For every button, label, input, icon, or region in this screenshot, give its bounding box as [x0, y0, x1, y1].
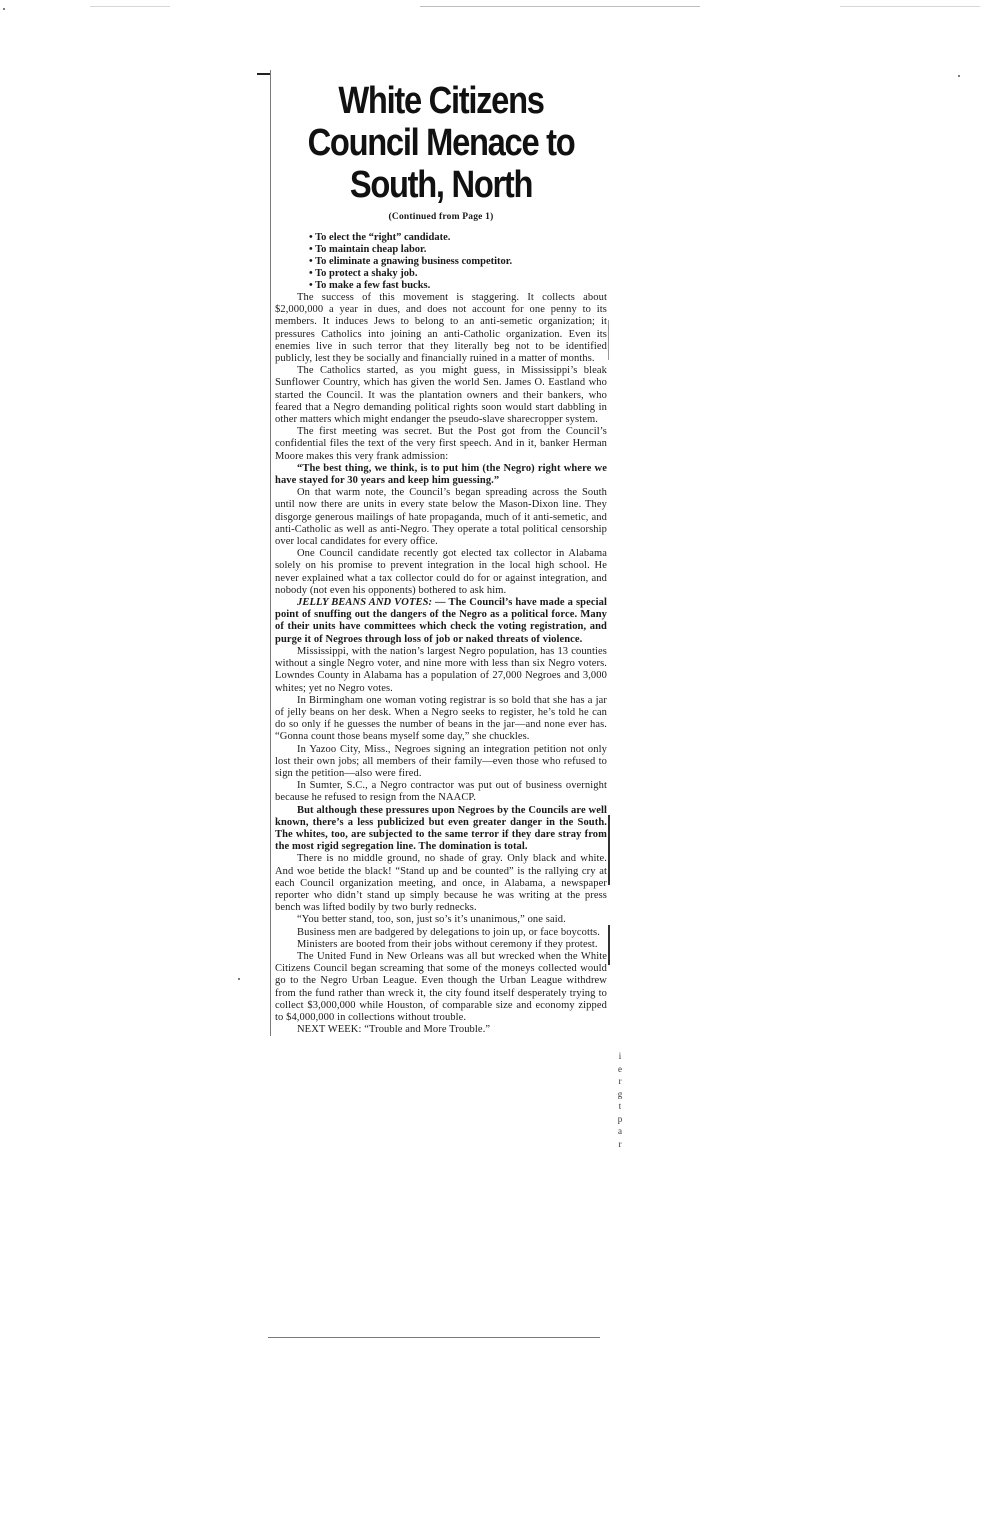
- margin-letter: r: [618, 1138, 622, 1149]
- margin-letter: t: [618, 1101, 622, 1111]
- quote-paragraph: “The best thing, we think, is to put him (the Negro) right where we have stayed for 30 years and keep him guessing.”: [275, 462, 607, 487]
- scan-speck: [238, 978, 240, 980]
- list-item: • To maintain cheap labor.: [309, 244, 607, 256]
- margin-rule: [608, 925, 610, 965]
- margin-letter: i: [618, 1051, 622, 1061]
- scan-edge-rule: [840, 6, 980, 7]
- paragraph: In Sumter, S.C., a Negro contractor was put out of business overnight because he refused to resign from the NAACP.: [275, 780, 607, 804]
- list-item: • To eliminate a gnawing business competitor.: [309, 256, 607, 268]
- article-body: [275, 292, 607, 1036]
- margin-letter: a: [618, 1126, 622, 1136]
- list-item: • To make a few fast bucks.: [309, 280, 607, 292]
- kicker-dash: [257, 73, 271, 75]
- reasons-list: [309, 232, 607, 292]
- list-item: • To protect a shaky job.: [309, 268, 607, 280]
- headline: White Citizens Council Menace to South, North: [307, 80, 575, 206]
- scan-speck: [958, 75, 960, 77]
- continued-note: (Continued from Page 1): [388, 212, 494, 222]
- runin-subhead: JELLY BEANS AND VOTES: —: [297, 597, 446, 609]
- margin-letter: e: [618, 1063, 622, 1074]
- adjacent-column-fragment: [615, 1050, 625, 1150]
- margin-letter: p: [617, 1113, 623, 1124]
- paragraph: On that warm note, the Council’s began spreading across the South until now there are units in every state below the Mason-Dixon line. They disgorge generous mailings of hate propaganda, much of it anti-semetic, and anti-Catholic as well as anti-Negro. They operate a total political censorship over local candidates for every office.: [275, 487, 607, 548]
- scan-edge-rule: [420, 6, 700, 7]
- margin-letter: g: [617, 1088, 623, 1099]
- newspaper-clipping: [270, 70, 607, 1036]
- paragraph: “You better stand, too, son, just so’s it’s unanimous,” one said.: [297, 914, 566, 926]
- margin-letter: r: [618, 1076, 622, 1086]
- list-item: • To elect the “right” candidate.: [309, 232, 607, 244]
- paragraph: But although these pressures upon Negroes by the Councils are well known, there’s a less publicized but even greater danger in the South. The whites, too, are subjected to the same terror if they dare stray from the most rigid segregation line. The domination is total.: [275, 804, 607, 853]
- paragraph-text: The Council’s have made a special point of snuffing out the dangers of the Negro as a political force. Many of their units have committees which check the voting registration, and purge it of Negroes through loss of job or naked threats of violence.: [275, 597, 607, 645]
- scan-edge-rule: [90, 6, 170, 7]
- paragraph: One Council candidate recently got elected tax collector in Alabama solely on his promise to prevent integration in the local high school. He never explained what a tax collector could do for or against integration, and nobody (not even his opponents) bothered to ask him.: [275, 548, 607, 596]
- paragraph: In Birmingham one woman voting registrar is so bold that she has a jar of jelly beans on her desk. When a Negro seeks to register, he’s told he can do so only if he guesses the number of beans in the jar—and none ever has. “Gonna count those beans myself some day,” she chuckles.: [275, 694, 607, 743]
- paragraph: Business men are badgered by delegations to join up, or face boycotts.: [297, 926, 600, 938]
- margin-rule: [608, 320, 609, 360]
- paragraph: In Yazoo City, Miss., Negroes signing an integration petition not only lost their own jobs; all members of their family—even those who refused to sign the petition—also were fired.: [275, 743, 607, 779]
- paragraph: Ministers are booted from their jobs without ceremony if they protest.: [297, 938, 598, 950]
- paragraph: The United Fund in New Orleans was all but wrecked when the White Citizens Council began screaming that some of the moneys collected would go to the Negro Urban League. Even though the Urban League withdrew from the fund rather than wreck it, the city found itself desperately trying to collect $3,000,000 while Houston, of comparable size and economy zipped to $4,000,000 in collections without trouble.: [275, 950, 607, 1023]
- paragraph: The first meeting was secret. But the Post got from the Council’s confidential files the text of the very first speech. And in it, banker Herman Moore makes this very frank admission:: [275, 426, 607, 462]
- section-paragraph: [275, 597, 607, 646]
- paragraph: There is no middle ground, no shade of gray. Only black and white. And woe betide the black! “Stand up and be counted” is the rallying cry at each Council organization meeting, and once, in Alabama, a newspaper reporter who didn’t stand up simply because he was writing at the press bench was lifted bodily by two burly rednecks.: [275, 853, 607, 914]
- clipping-bottom-rule: [268, 1337, 600, 1338]
- next-week-teaser: NEXT WEEK: “Trouble and More Trouble.”: [297, 1024, 491, 1036]
- paragraph: The success of this movement is staggering. It collects about $2,000,000 a year in dues, and does not account for one penny to its members. It induces Jews to belong to an anti-semetic organization; it pressures Catholics into joining an anti-Catholic organization. Even its enemies live in such terror that they literally beg not to be identified publicly, lest they be socially and financially ruined in a matter of months.: [275, 292, 607, 365]
- paragraph: Mississippi, with the nation’s largest Negro population, has 13 counties without a single Negro voter, and nine more with less than six Negro voters. Lowndes County in Alabama has a population of 27,000 Negroes and 3,000 whites; yet no Negro votes.: [275, 645, 607, 694]
- paragraph: The Catholics started, as you might guess, in Mississippi’s bleak Sunflower Country, which has given the world Sen. James O. Eastland who started the Council. It was the plantation owners and their bankers, who feared that a Negro demanding political rights soon would start dabbling in other matters which might endanger the pseudo-slave sharecropper system.: [275, 365, 607, 426]
- scan-speck: [3, 8, 5, 10]
- margin-rule: [608, 815, 610, 885]
